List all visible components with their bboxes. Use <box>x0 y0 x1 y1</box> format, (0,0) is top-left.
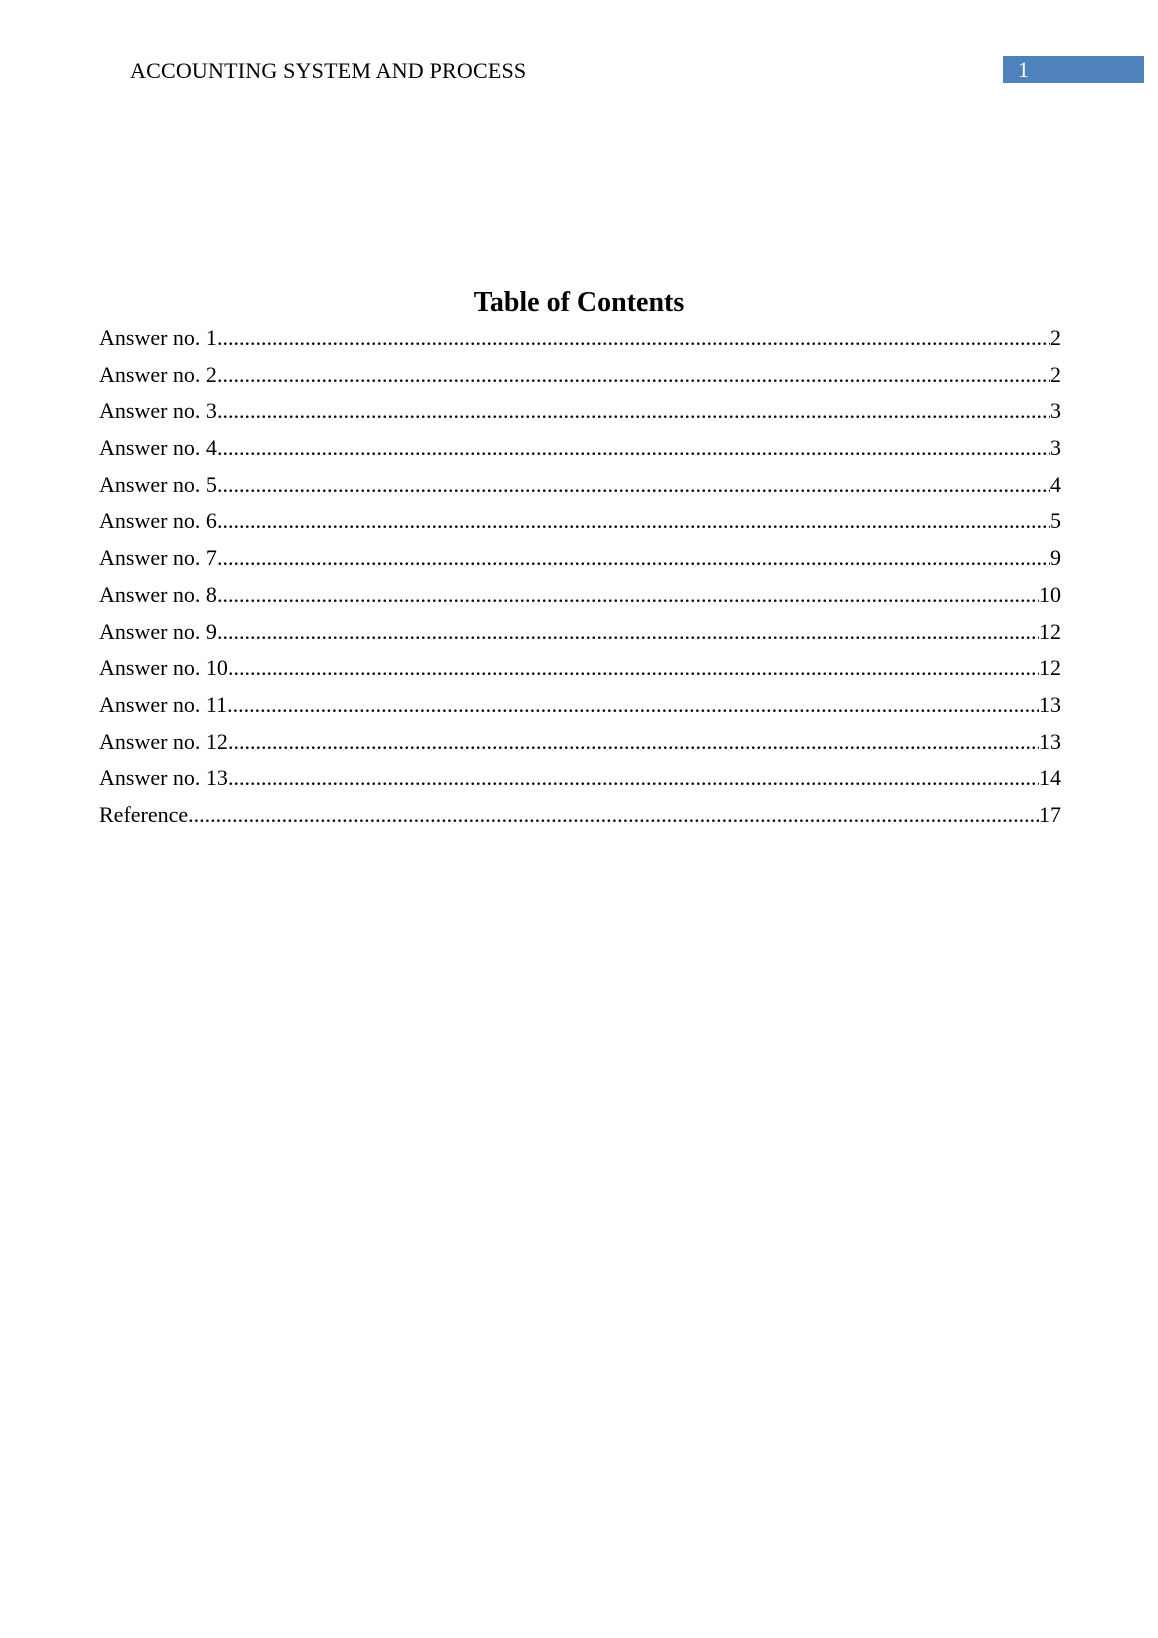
toc-entry-label: Answer no. 13 <box>99 765 228 791</box>
toc-entry-page: 17 <box>1039 801 1061 827</box>
toc-heading: Table of Contents <box>473 287 685 318</box>
toc-entry-answer-6[interactable] <box>99 505 1061 542</box>
toc-dot-leader <box>217 395 1050 427</box>
toc-dot-leader <box>188 799 1039 831</box>
toc-entry-page: 3 <box>1050 398 1061 424</box>
toc-entry-reference[interactable] <box>99 799 1061 836</box>
toc-entry-answer-9[interactable] <box>99 616 1061 653</box>
toc-entry-label: Answer no. 11 <box>99 691 228 717</box>
toc-dot-leader <box>228 652 1039 684</box>
toc-entry-page: 12 <box>1039 655 1061 681</box>
toc-entry-answer-8[interactable] <box>99 579 1061 616</box>
toc-entry-page: 2 <box>1050 361 1061 387</box>
toc-entry-page: 14 <box>1039 765 1061 791</box>
toc-dot-leader <box>217 322 1050 354</box>
toc-dot-leader <box>227 689 1039 721</box>
toc-entry-answer-3[interactable] <box>99 395 1061 432</box>
toc-entry-page: 9 <box>1050 545 1061 571</box>
toc-entry-label: Answer no. 7 <box>99 545 217 571</box>
toc-entry-label: Answer no. 10 <box>99 655 228 681</box>
toc-entry-page: 10 <box>1039 581 1061 607</box>
toc-entry-answer-10[interactable] <box>99 652 1061 689</box>
toc-entry-page: 3 <box>1050 435 1061 461</box>
toc-entry-page: 2 <box>1050 325 1061 350</box>
running-header-title: ACCOUNTING SYSTEM AND PROCESS <box>130 58 527 83</box>
table-of-contents <box>99 322 1061 836</box>
toc-entry-label: Answer no. 6 <box>99 508 217 534</box>
toc-dot-leader <box>217 616 1039 648</box>
toc-entry-page: 13 <box>1039 728 1061 754</box>
toc-entry-answer-5[interactable] <box>99 469 1061 506</box>
toc-entry-label: Answer no. 8 <box>99 581 217 607</box>
toc-dot-leader <box>228 726 1039 758</box>
toc-entry-answer-7[interactable] <box>99 542 1061 579</box>
toc-entry-label: Answer no. 1 <box>99 325 217 350</box>
toc-entry-page: 4 <box>1050 471 1061 497</box>
toc-dot-leader <box>228 762 1039 794</box>
toc-entry-answer-2[interactable] <box>99 359 1061 396</box>
toc-entry-answer-4[interactable] <box>99 432 1061 469</box>
toc-entry-label: Reference <box>99 801 189 827</box>
toc-entry-page: 12 <box>1039 618 1061 644</box>
toc-dot-leader <box>217 359 1050 391</box>
toc-entry-label: Answer no. 9 <box>99 618 217 644</box>
toc-entry-label: Answer no. 12 <box>99 728 228 754</box>
toc-entry-answer-12[interactable] <box>99 726 1061 763</box>
toc-dot-leader <box>217 469 1050 501</box>
toc-dot-leader <box>217 542 1050 574</box>
toc-entry-answer-1[interactable] <box>99 322 1061 359</box>
page-number-badge <box>1003 56 1144 83</box>
toc-entry-answer-13[interactable] <box>99 762 1061 799</box>
page-number: 1 <box>1018 57 1029 82</box>
toc-dot-leader <box>217 432 1050 464</box>
toc-entry-label: Answer no. 3 <box>99 398 217 424</box>
toc-dot-leader <box>217 505 1050 537</box>
toc-entry-page: 13 <box>1039 691 1061 717</box>
toc-entry-page: 5 <box>1050 508 1061 534</box>
toc-entry-label: Answer no. 2 <box>99 361 217 387</box>
toc-entry-answer-11[interactable] <box>99 689 1061 726</box>
toc-entry-label: Answer no. 4 <box>99 435 217 461</box>
toc-entry-label: Answer no. 5 <box>99 471 217 497</box>
toc-dot-leader <box>217 579 1039 611</box>
